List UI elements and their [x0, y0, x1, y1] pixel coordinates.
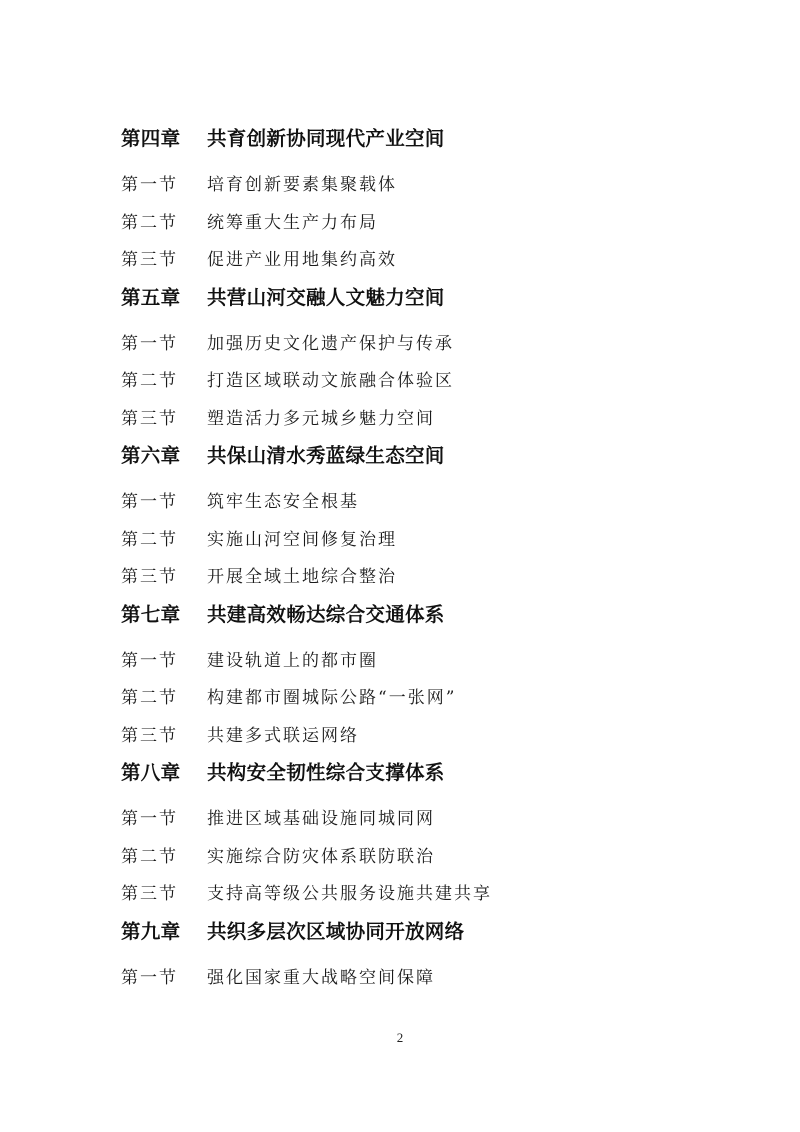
chapter-title: 共营山河交融人文魅力空间: [207, 285, 445, 309]
chapter-heading: [121, 435, 721, 473]
section-number: 第三节: [121, 567, 178, 588]
section-list: [121, 640, 721, 753]
section-entry: [121, 239, 721, 277]
section-entry: [121, 360, 721, 398]
page-number: 2: [396, 1030, 404, 1045]
section-title: 培育创新要素集聚载体: [207, 175, 397, 196]
section-title: 促进产业用地集约高效: [207, 250, 397, 271]
section-entry: [121, 398, 721, 436]
chapter-title: 共建高效畅达综合交通体系: [207, 602, 445, 626]
section-title: 建设轨道上的都市圈: [207, 650, 378, 671]
section-number: 第一节: [121, 175, 178, 196]
section-entry: [121, 202, 721, 240]
section-entry: [121, 556, 721, 594]
section-number: 第一节: [121, 809, 178, 830]
chapter-number: 第七章: [121, 602, 181, 626]
section-title: 共建多式联运网络: [207, 725, 359, 746]
chapter-title: 共构安全韧性综合支撑体系: [207, 761, 445, 784]
section-title: 实施综合防灾体系联防联治: [207, 846, 435, 867]
section-list: [121, 164, 721, 277]
section-title: 塑造活力多元城乡魅力空间: [207, 408, 435, 429]
section-number: 第二节: [121, 212, 178, 233]
chapter-title: 共保山清水秀蓝绿生态空间: [207, 444, 445, 467]
section-number: 第三节: [121, 725, 178, 746]
section-number: 第一节: [121, 333, 178, 354]
chapter-number: 第四章: [121, 127, 181, 150]
section-entry: [121, 481, 721, 519]
section-entry: [121, 798, 721, 836]
chapter-heading: [121, 911, 721, 949]
section-number: 第二节: [121, 529, 178, 550]
section-number: 第二节: [121, 371, 178, 392]
section-number: 第三节: [121, 408, 178, 429]
section-number: 第一节: [121, 492, 178, 513]
section-entry: [121, 677, 721, 715]
section-title: 构建都市圈城际公路“一张网”: [207, 688, 457, 709]
section-title: 筑牢生态安全根基: [207, 492, 359, 513]
section-list: [121, 481, 721, 594]
section-entry: [121, 873, 721, 911]
section-entry: [121, 323, 721, 361]
chapter-heading: [121, 594, 721, 632]
table-of-contents: [121, 118, 721, 994]
section-entry: [121, 519, 721, 557]
section-title: 推进区域基础设施同城同网: [207, 809, 435, 830]
section-title: 开展全域土地综合整治: [207, 567, 397, 588]
section-number: 第一节: [121, 650, 178, 671]
section-entry: [121, 715, 721, 753]
section-number: 第三节: [121, 884, 178, 905]
chapter-heading: [121, 118, 721, 156]
section-title: 强化国家重大战略空间保障: [207, 967, 435, 988]
section-title: 实施山河空间修复治理: [207, 529, 397, 550]
section-number: 第二节: [121, 688, 178, 709]
section-list: [121, 323, 721, 436]
section-list: [121, 957, 721, 995]
chapter-title: 共育创新协同现代产业空间: [207, 127, 445, 150]
chapter-number: 第六章: [121, 444, 181, 467]
chapter-heading: [121, 752, 721, 790]
section-entry: [121, 836, 721, 874]
section-entry: [121, 957, 721, 995]
chapter-title: 共织多层次区域协同开放网络: [207, 919, 465, 943]
section-number: 第一节: [121, 967, 178, 988]
section-number: 第二节: [121, 846, 178, 867]
section-title: 统筹重大生产力布局: [207, 212, 378, 233]
chapter-heading: [121, 277, 721, 315]
section-title: 加强历史文化遗产保护与传承: [207, 333, 454, 354]
section-list: [121, 798, 721, 911]
chapter-number: 第八章: [121, 761, 181, 784]
section-entry: [121, 640, 721, 678]
chapter-number: 第九章: [121, 919, 181, 943]
chapter-number: 第五章: [121, 285, 181, 309]
section-entry: [121, 164, 721, 202]
section-number: 第三节: [121, 250, 178, 271]
section-title: 支持高等级公共服务设施共建共享: [207, 884, 492, 905]
section-title: 打造区域联动文旅融合体验区: [207, 371, 454, 392]
